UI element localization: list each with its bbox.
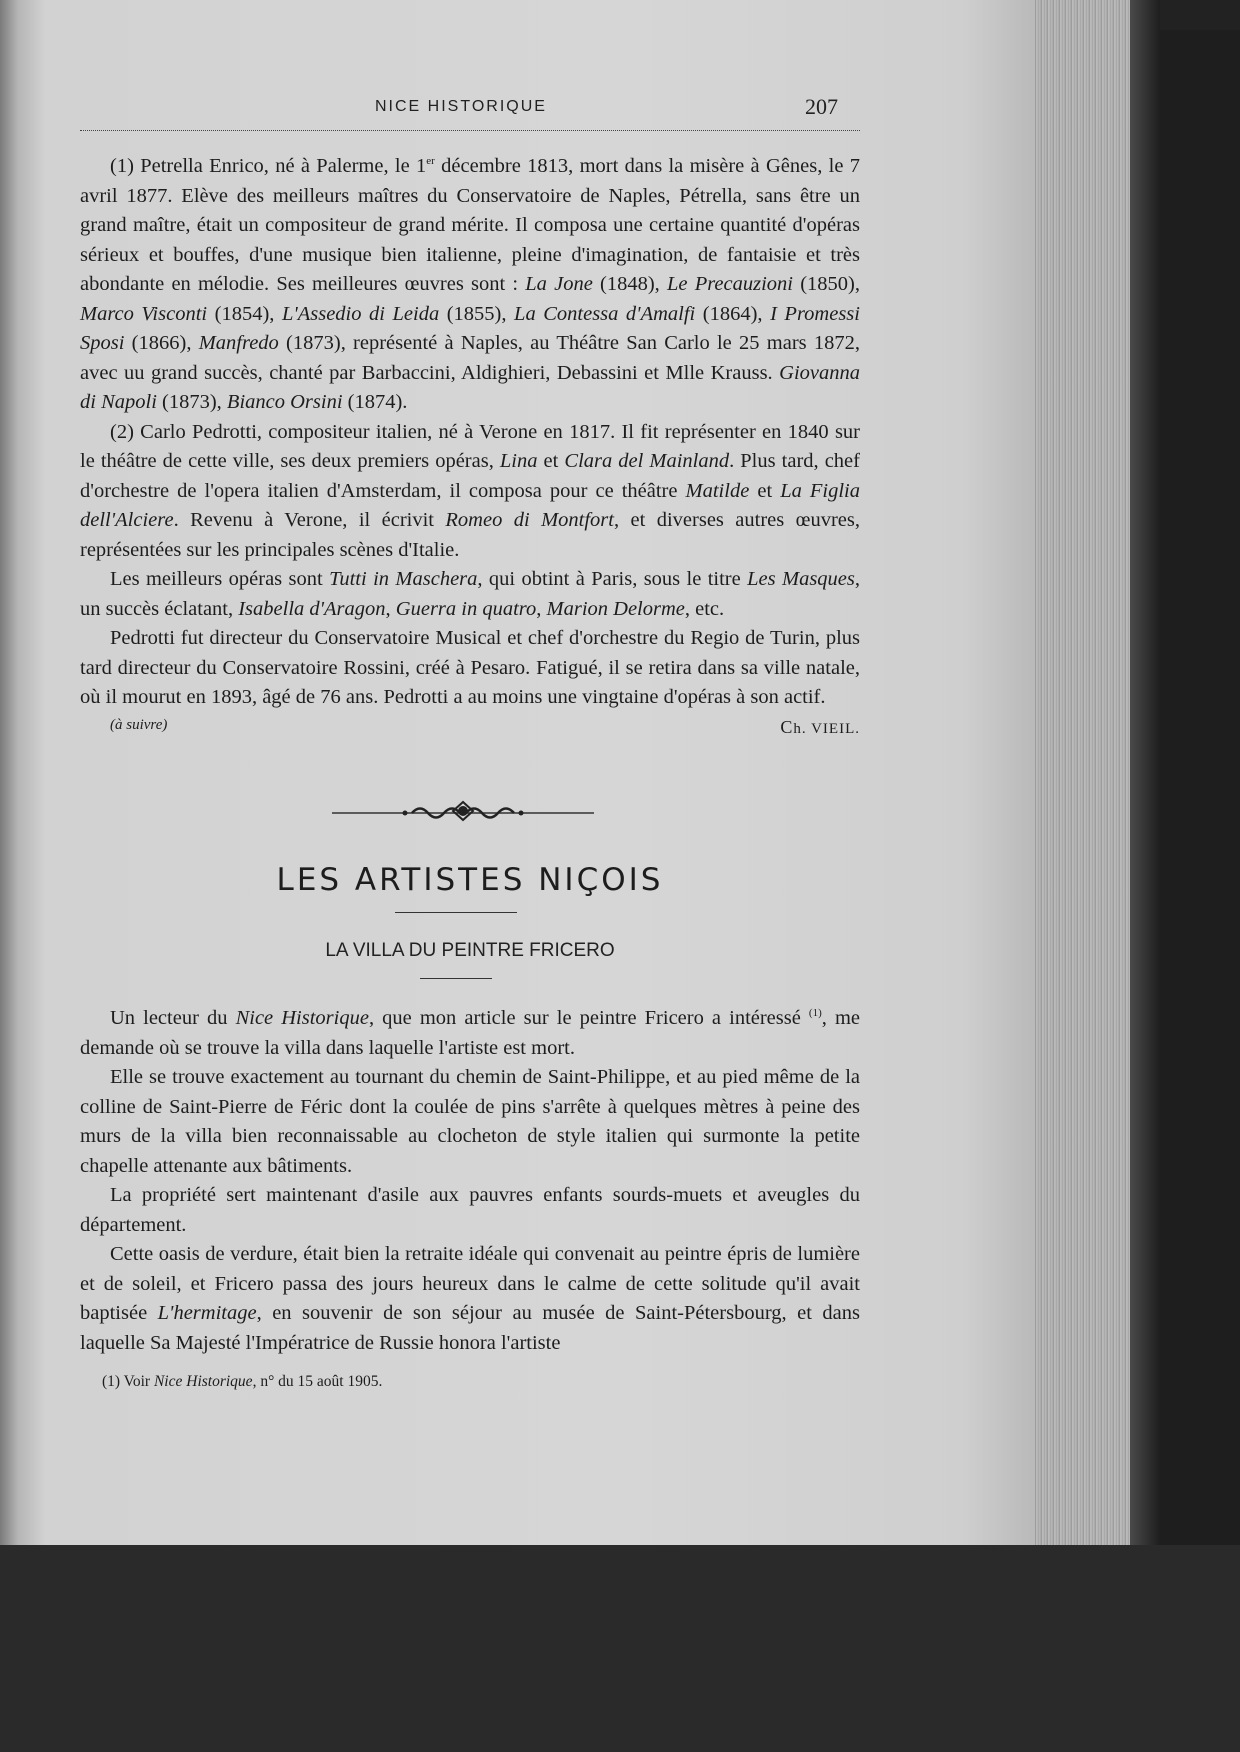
section-title: LES ARTISTES NIÇOIS [276, 862, 664, 898]
body-paragraph: Cette oasis de verdure, était bien la retraite idéale qui convenait au peintre épris de lumière et de soleil, et Fricero passa des jours heureux dans le calme de cette solitude qu'il avait baptisée L'hermitage, en souvenir de son séjour au musée de Saint-Pétersbourg, et dans laquelle Sa Majesté l'Impératrice de Russie honora l'artiste [80, 1243, 860, 1354]
note-pedrotti-operas: Les meilleurs opéras sont Tutti in Maschera, qui obtint à Paris, sous le titre Les Masques, un succès éclatant, Isabella d'Aragon, Guerra in quatro, Marion Delorme, etc. [80, 568, 860, 620]
book-shadow [1130, 0, 1160, 1560]
book-page-edges [1035, 0, 1130, 1560]
header-rule [80, 130, 860, 131]
subtitle-rule [420, 978, 492, 979]
section-subtitle: LA VILLA DU PEINTRE FRICERO [325, 940, 615, 961]
title-rule [395, 912, 517, 913]
a-suivre: (à suivre) [110, 716, 168, 733]
article-body [80, 1004, 860, 1358]
body-paragraph: La propriété sert maintenant d'asile aux pauvres enfants sourds-muets et aveugles du département. [80, 1184, 860, 1236]
author-signature: Ch. VIEIL. [780, 716, 860, 737]
body-paragraph: Un lecteur du Nice Historique, que mon article sur le peintre Fricero a intéressé $^{(1)}$, me demande où se trouve la villa dans laquelle l'artiste est mort. [80, 1007, 861, 1059]
body-paragraph: Elle se trouve exactement au tournant du chemin de Saint-Philippe, et au pied même de la colline de Saint-Pierre de Féric dont la coulée de pins s'arrête à quelques mètres à peine des murs de la villa bien reconnaissable au clocheton de style italien qui surmonte la petite chapelle attenante aux bâtiments. [80, 1066, 860, 1177]
ornament-divider [332, 798, 594, 828]
note-petrella: (1) Petrella Enrico, né à Palerme, le 1er décembre 1813, mort dans la misère à Gênes, le 7 avril 1877. Elève des meilleurs maîtres du Conservatoire de Naples, Pétrella, sans être un grand maître, était un compositeur de grand mérite. Il composa une certaine quantité d'opéras sérieux et bouffes, d'une musique bien italienne, pleine d'imagination, de fantaisie et très abondante en mélodie. Ses meilleures œuvres sont : La Jone (1848), Le Precauzioni (1850), Marco Visconti (1854), L'Assedio di Leida (1855), La Contessa d'Amalfi (1864), I Promessi Sposi (1866), Manfredo (1873), représenté à Naples, au Théâtre San Carlo le 25 mars 1872, avec uu grand succès, chanté par Barbaccini, Aldighieri, Debassini et Mlle Krauss. Giovanna di Napoli (1873), Bianco Orsini (1874). [80, 155, 860, 413]
running-head [80, 94, 860, 124]
footnotes-previous-article [80, 152, 860, 743]
signature-row [80, 715, 860, 743]
note-pedrotti: (2) Carlo Pedrotti, compositeur italien, né à Verone en 1817. Il fit représenter en 1840 sur le théâtre de cette ville, ses deux premiers opéras, Lina et Clara del Mainland. Plus tard, chef d'orchestre de l'opera italien d'Amsterdam, il composa pour ce théâtre Matilde et La Figlia dell'Alciere. Revenu à Verone, il écrivit Romeo di Montfort, et diverses autres œuvres, représentées sur les principales scènes d'Italie. [80, 420, 860, 561]
page-number: 207 [805, 94, 838, 119]
running-title: NICE HISTORIQUE [375, 98, 547, 115]
note-pedrotti-career: Pedrotti fut directeur du Conservatoire Musical et chef d'orchestre du Regio de Turin, plus tard directeur du Conservatoire Rossini, créé à Pesaro. Fatigué, il se retira dans sa ville natale, où il mourut en 1893, âgé de 76 ans. Pedrotti a au moins une vingtaine d'opéras à son actif. [80, 627, 860, 708]
dark-background-bottom [0, 1545, 1240, 1752]
page-footnote: (1) Voir Nice Historique, n° du 15 août 1905. [102, 1373, 383, 1390]
